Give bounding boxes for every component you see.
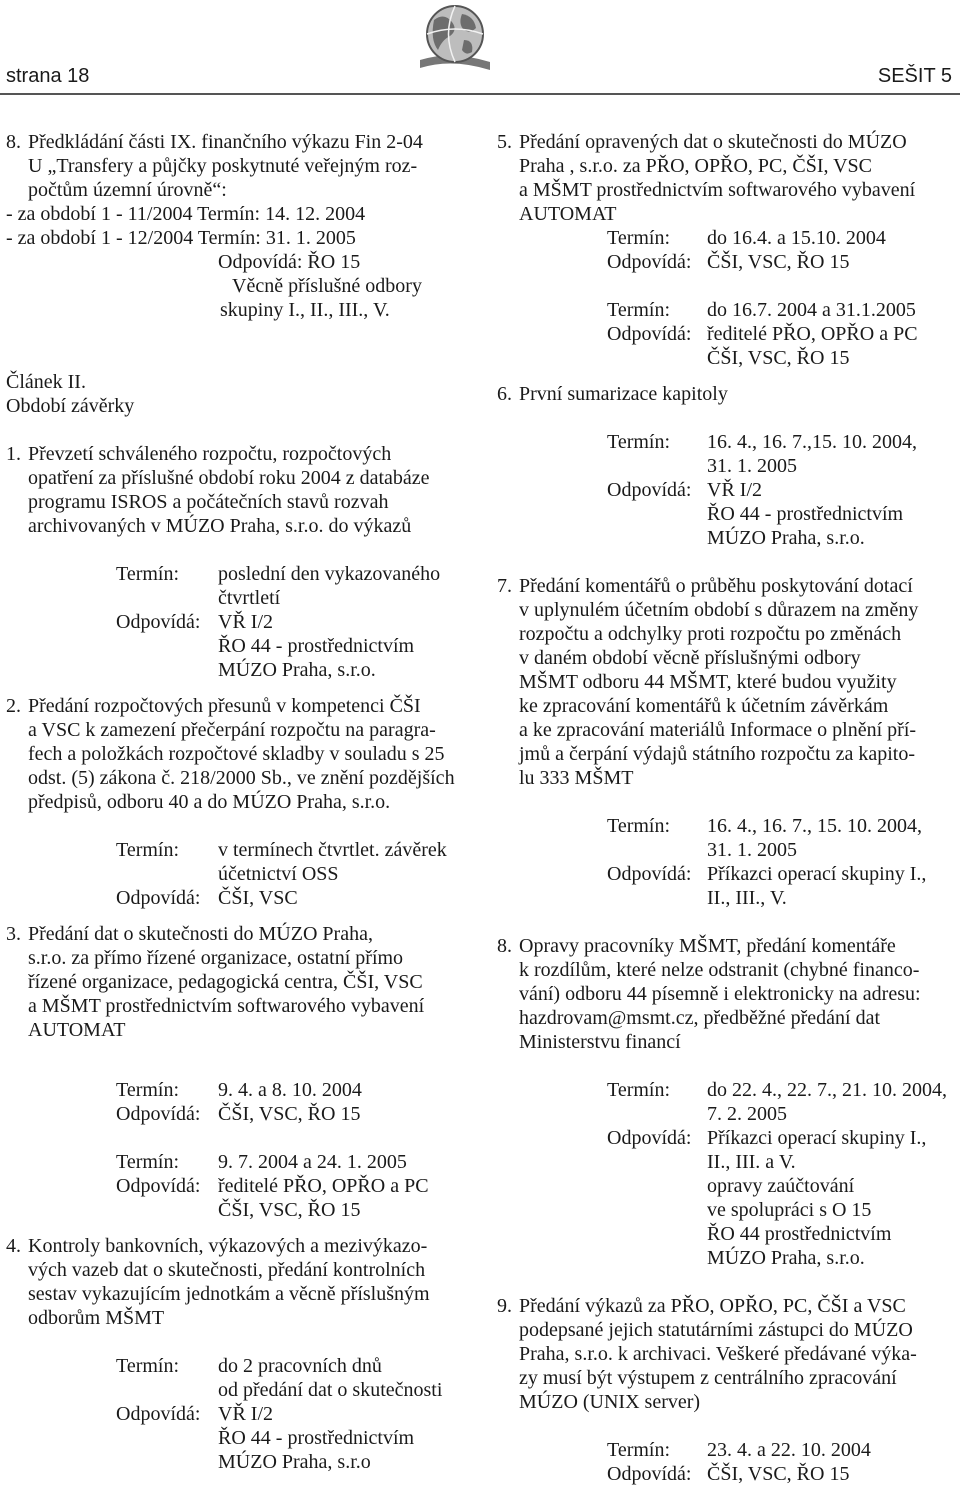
deadline-table	[6, 562, 466, 682]
text-line: U „Transfery a půjčky poskytnuté veřejným roz-	[28, 155, 418, 177]
deadline-table	[6, 1354, 466, 1474]
responsible-label: Odpovídá:	[116, 1403, 201, 1425]
responsible-value: ŘO 44 - prostřednictvím	[218, 635, 415, 657]
text-line: sestav vykazujícím jednotkám a věcně příslušným	[28, 1283, 430, 1305]
deadline-value: 16. 4., 16. 7., 15. 10. 2004,	[707, 815, 922, 837]
responsible-value: ředitelé PŘO, OPŘO a PC	[707, 323, 918, 345]
text-line: Praha , s.r.o. za PŘO, OPŘO, PC, ČŠI, VSC	[519, 155, 873, 177]
text-line: Předání komentářů o průběhu poskytování dotací	[519, 575, 913, 597]
text-line: Kontroly bankovních, výkazových a mezivýkazo-	[28, 1235, 428, 1257]
right-item-6	[497, 382, 957, 406]
deadline-table	[497, 1438, 957, 1486]
responsible-value: VŘ I/2	[707, 479, 762, 501]
responsible-label: Odpovídá:	[607, 1463, 692, 1485]
deadline-value: od předání dat o skutečnosti	[218, 1379, 443, 1401]
responsible-value: MÚZO Praha, s.r.o.	[707, 527, 865, 549]
article-title: Článek II.	[6, 371, 86, 393]
left-column	[6, 130, 466, 1474]
item-number: 8.	[6, 131, 21, 153]
responsible-value: ŘO 44 prostřednictvím	[707, 1223, 892, 1245]
left-item-3	[6, 922, 466, 1042]
deadline-table	[497, 430, 957, 550]
text-line: Předání dat o skutečnosti do MÚZO Praha,	[28, 923, 373, 945]
text-line: v daném období věcně příslušnými odbory	[519, 647, 861, 669]
text-line: fech a položkách rozpočtové skladby v souladu s 25	[28, 743, 445, 765]
responsible-label: Odpovídá:	[116, 887, 201, 909]
responsible-value: ŘO 44 - prostřednictvím	[707, 503, 904, 525]
responsible-value: II., III. a V.	[707, 1151, 796, 1173]
deadline-value: do 16.7. 2004 a 31.1.2005	[707, 299, 916, 321]
period-line: - za období 1 - 11/2004 Termín: 14. 12. 2004	[6, 203, 366, 225]
responsible-value: ČŠI, VSC, ŘO 15	[218, 1103, 361, 1125]
right-item-7	[497, 574, 957, 790]
deadline-value: účetnictví OSS	[218, 863, 339, 885]
item-number: 4.	[6, 1235, 21, 1257]
text-line: Předkládání části IX. finančního výkazu Fin 2-04	[28, 131, 423, 153]
text-line: počtům územní úrovně“:	[28, 179, 227, 201]
deadline-value: do 2 pracovních dnů	[218, 1355, 382, 1377]
responsible-label: Odpovídá:	[607, 1127, 692, 1149]
left-item-8	[6, 130, 466, 202]
responsible-value: ČŠI, VSC, ŘO 15	[707, 1463, 850, 1485]
text-line: odborům MŠMT	[28, 1307, 165, 1329]
deadline-table	[497, 1078, 957, 1270]
deadline-label: Termín:	[116, 563, 180, 585]
text-line: jmů a čerpání výdajů státního rozpočtu za kapito-	[519, 743, 915, 765]
text-line: a VSC k zamezení přečerpání rozpočtu na paragra-	[28, 719, 436, 741]
responsible-line: Věcně příslušné odbory	[232, 275, 422, 297]
page-number: strana 18	[6, 65, 90, 87]
deadline-value: v termínech čtvrtlet. závěrek	[218, 839, 447, 861]
text-line: programu ISROS a počátečních stavů rozvah	[28, 491, 389, 513]
text-line: lu 333 MŠMT	[519, 767, 634, 789]
deadline-value: 7. 2. 2005	[707, 1103, 787, 1125]
item-number: 9.	[497, 1295, 512, 1317]
deadline-label: Termín:	[607, 1079, 671, 1101]
responsible-value: II., III., V.	[707, 887, 787, 909]
responsible-line: skupiny I., II., III., V.	[220, 299, 390, 321]
item-number: 1.	[6, 443, 21, 465]
text-line: Předání rozpočtových přesunů v kompetenci ČŠI	[28, 695, 421, 717]
text-line: rozpočtu a odchylky proti rozpočtu po změnách	[519, 623, 902, 645]
item-number: 2.	[6, 695, 21, 717]
text-line: řízené organizace, pedagogická centra, ČŠI, VSC	[28, 971, 423, 993]
item-number: 5.	[497, 131, 512, 153]
deadline-value: 9. 7. 2004 a 24. 1. 2005	[218, 1151, 407, 1173]
responsible-value: MÚZO Praha, s.r.o.	[218, 659, 376, 681]
responsible-value: opravy zaúčtování	[707, 1175, 855, 1197]
responsible-line: Odpovídá: ŘO 15	[218, 251, 361, 273]
responsible-value: MÚZO Praha, s.r.o.	[707, 1247, 865, 1269]
text-line: opatření za příslušné období roku 2004 z databáze	[28, 467, 430, 489]
deadline-label: Termín:	[116, 1355, 180, 1377]
deadline-label: Termín:	[607, 431, 671, 453]
text-line: podepsané jejich statutárními zástupci do MÚZO	[519, 1319, 913, 1341]
text-line: Opravy pracovníky MŠMT, předání komentáře	[519, 935, 896, 957]
text-line: k rozdílům, které nelze odstranit (chybné financo-	[519, 959, 920, 981]
deadline-label: Termín:	[607, 815, 671, 837]
text-line: Předání výkazů za PŘO, OPŘO, PC, ČŠI a VSC	[519, 1295, 906, 1317]
deadline-label: Termín:	[116, 839, 180, 861]
text-line: v uplynulém účetním období s důrazem na změny	[519, 599, 919, 621]
deadline-value: do 16.4. a 15.10. 2004	[707, 227, 886, 249]
responsible-value: Příkazci operací skupiny I.,	[707, 863, 927, 885]
responsible-label: Odpovídá:	[607, 251, 692, 273]
responsible-value: VŘ I/2	[218, 1403, 273, 1425]
text-line: vání) odboru 44 písemně i elektronicky na adresu:	[519, 983, 921, 1005]
responsible-value: ŘO 44 - prostřednictvím	[218, 1427, 415, 1449]
issue-number: SEŠIT 5	[877, 65, 952, 87]
responsible-label: Odpovídá:	[607, 863, 692, 885]
deadline-table	[497, 814, 957, 910]
deadline-value: 16. 4., 16. 7.,15. 10. 2004,	[707, 431, 917, 453]
item-number: 6.	[497, 383, 512, 405]
right-item-5	[497, 130, 957, 226]
period-line: - za období 1 - 12/2004 Termín: 31. 1. 2005	[6, 227, 356, 249]
globe-book-logo-icon	[412, 0, 498, 78]
responsible-value: ČŠI, VSC	[218, 887, 298, 909]
left-item-1	[6, 442, 466, 538]
deadline-value: 31. 1. 2005	[707, 839, 797, 861]
responsible-value: MÚZO Praha, s.r.o	[218, 1451, 371, 1473]
deadline-label: Termín:	[607, 227, 671, 249]
responsible-value: ČŠI, VSC, ŘO 15	[707, 251, 850, 273]
deadline-value: poslední den vykazovaného	[218, 563, 441, 585]
responsible-value: VŘ I/2	[218, 611, 273, 633]
deadline-value: 23. 4. a 22. 10. 2004	[707, 1439, 871, 1461]
responsible-value: Příkazci operací skupiny I.,	[707, 1127, 927, 1149]
text-line: Ministerstvu financí	[519, 1031, 681, 1053]
right-item-8	[497, 934, 957, 1054]
text-line: První sumarizace kapitoly	[519, 383, 728, 405]
item-number: 3.	[6, 923, 21, 945]
responsible-value: ve spolupráci s O 15	[707, 1199, 872, 1221]
responsible-label: Odpovídá:	[116, 611, 201, 633]
text-line: Praha, s.r.o. k archivaci. Veškeré předávané výka-	[519, 1343, 917, 1365]
text-line: s.r.o. za přímo řízené organizace, ostatní přímo	[28, 947, 404, 969]
deadline-value: 31. 1. 2005	[707, 455, 797, 477]
text-line: Předání opravených dat o skutečnosti do MÚZO	[519, 131, 907, 153]
responsible-label: Odpovídá:	[607, 323, 692, 345]
responsible-value: ČŠI, VSC, ŘO 15	[218, 1199, 361, 1221]
text-line: a MŠMT prostřednictvím softwarového vybavení	[519, 179, 916, 201]
text-line: hazdrovam@msmt.cz, předběžné předání dat	[519, 1007, 881, 1029]
deadline-value: čtvrtletí	[218, 587, 281, 609]
text-line: AUTOMAT	[519, 203, 617, 225]
deadline-value: 9. 4. a 8. 10. 2004	[218, 1079, 362, 1101]
text-line: vých vazeb dat o skutečnosti, předání kontrolních	[28, 1259, 426, 1281]
text-line: MÚZO (UNIX server)	[519, 1391, 701, 1413]
deadline-label: Termín:	[607, 1439, 671, 1461]
deadline-table	[497, 226, 957, 370]
deadline-table	[6, 1078, 466, 1222]
item-number: 8.	[497, 935, 512, 957]
responsible-label: Odpovídá:	[607, 479, 692, 501]
text-line: a MŠMT prostřednictvím softwarového vybavení	[28, 995, 425, 1017]
left-item-2	[6, 694, 466, 814]
responsible-label: Odpovídá:	[116, 1175, 201, 1197]
article-subtitle: Období závěrky	[6, 395, 135, 417]
right-column	[497, 130, 957, 1486]
text-line: odst. (5) zákona č. 218/2000 Sb., ve znění pozdějších	[28, 767, 455, 789]
responsible-value: ČŠI, VSC, ŘO 15	[707, 347, 850, 369]
text-line: ke zpracování komentářů k účetním závěrkám	[519, 695, 889, 717]
left-item-4	[6, 1234, 466, 1330]
text-line: Převzetí schváleného rozpočtu, rozpočtových	[28, 443, 392, 465]
text-line: a ke zpracování materiálů Informace o plnění pří-	[519, 719, 917, 741]
text-line: archivovaných v MÚZO Praha, s.r.o. do výkazů	[28, 515, 412, 537]
item-text	[28, 130, 466, 202]
responsible-value: ředitelé PŘO, OPŘO a PC	[218, 1175, 429, 1197]
text-line: zy musí být výstupem z centrálního zpracování	[519, 1367, 897, 1389]
header-rule	[0, 93, 960, 95]
right-item-9	[497, 1294, 957, 1414]
text-line: MŠMT odboru 44 MŠMT, které budou využity	[519, 671, 897, 693]
deadline-label: Termín:	[116, 1079, 180, 1101]
deadline-label: Termín:	[607, 299, 671, 321]
item-number: 7.	[497, 575, 512, 597]
deadline-table	[6, 838, 466, 910]
text-line: AUTOMAT	[28, 1019, 126, 1041]
deadline-value: do 22. 4., 22. 7., 21. 10. 2004,	[707, 1079, 947, 1101]
text-line: předpisů, odboru 40 a do MÚZO Praha, s.r.o.	[28, 791, 391, 813]
responsible-label: Odpovídá:	[116, 1103, 201, 1125]
deadline-label: Termín:	[116, 1151, 180, 1173]
